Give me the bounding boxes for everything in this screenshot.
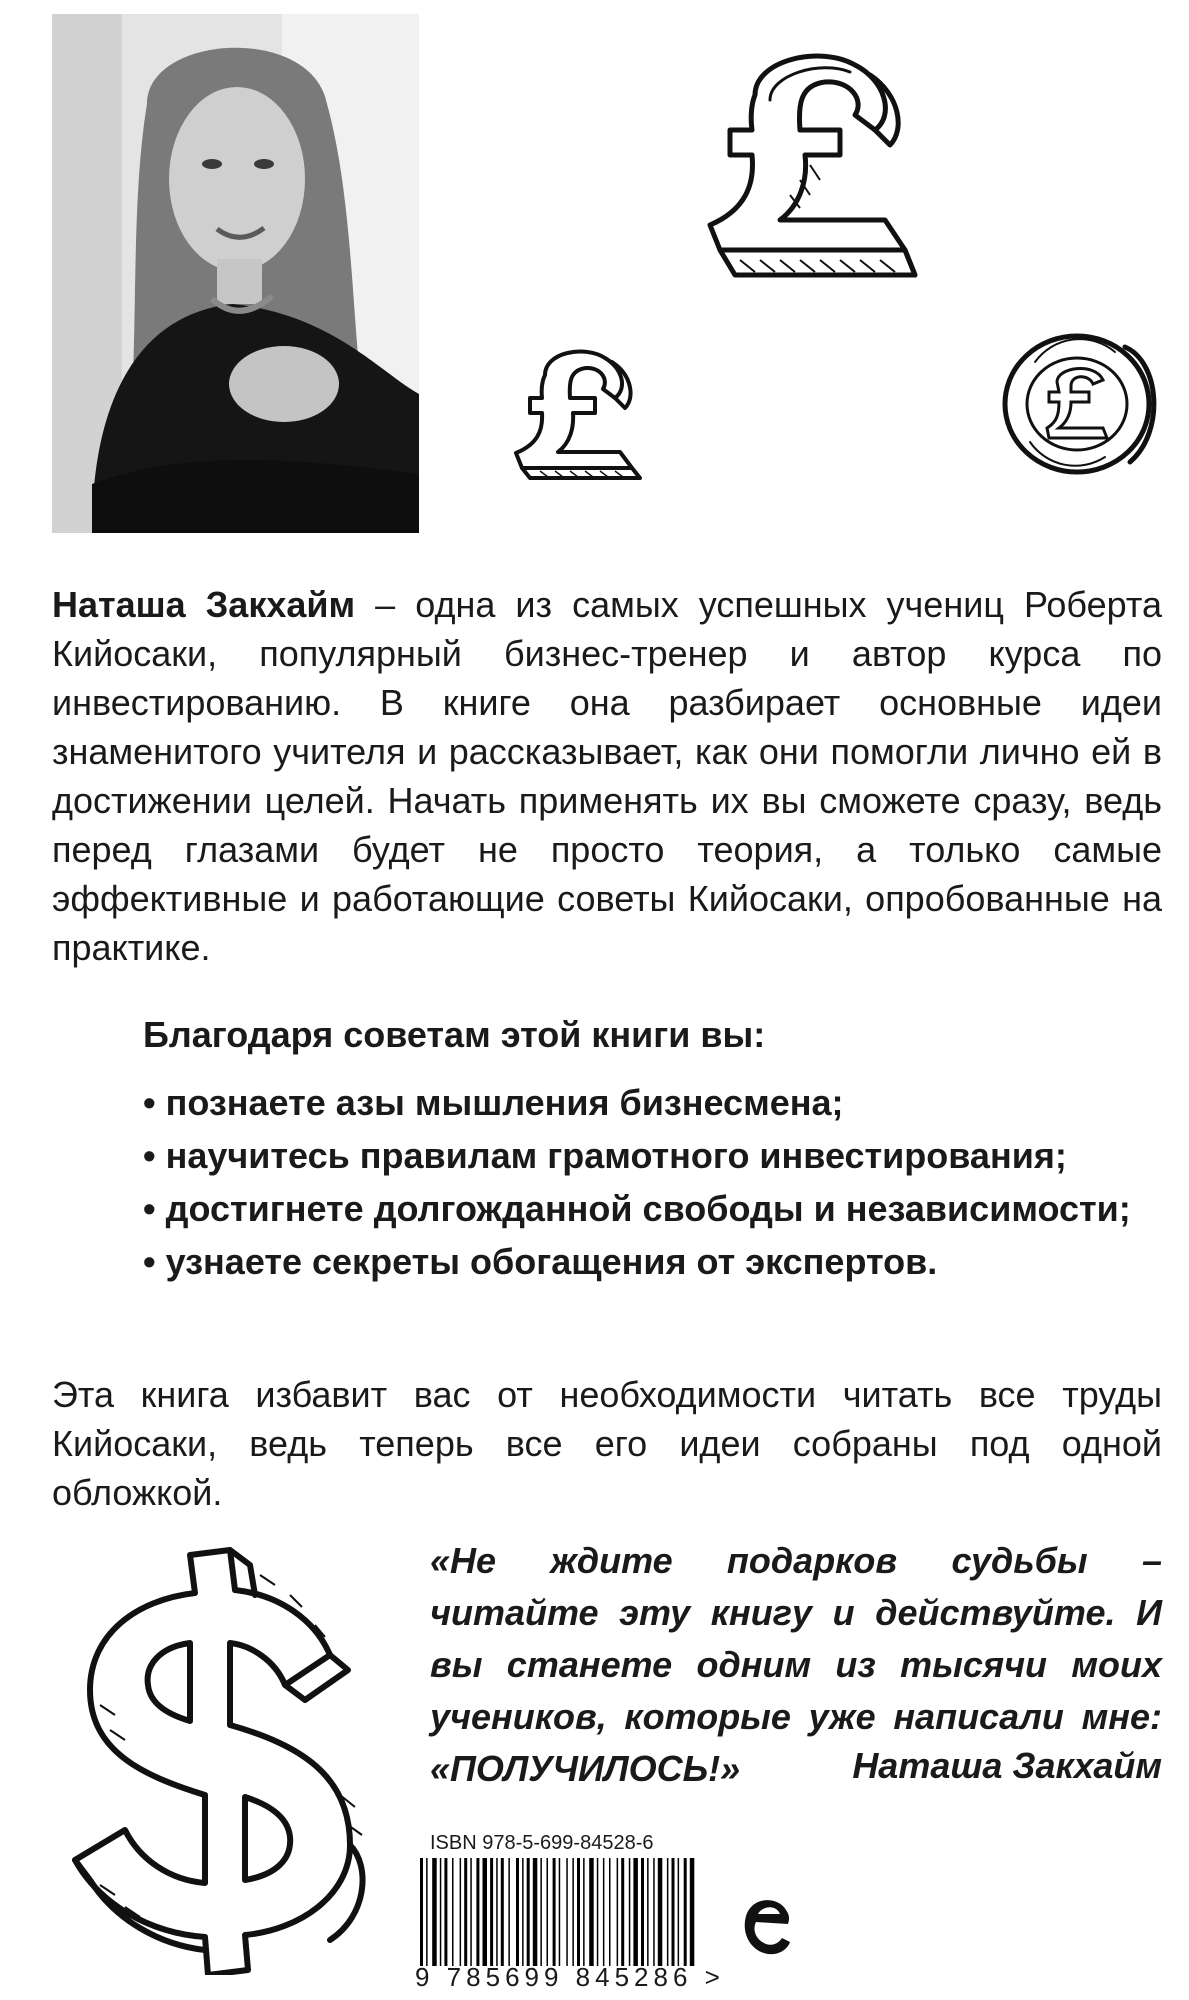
pound-icon <box>490 340 660 480</box>
author-quote: «Не ждите подарков судьбы – читайте эту книгу и действуйте. И вы станете одним из тысячи моих учеников, которые уже написали мне: «ПОЛУЧИЛОСЬ!» <box>430 1540 1162 1789</box>
pound-doodle-small <box>490 340 660 480</box>
isbn-label: ISBN 978-5-699-84528-6 <box>430 1832 654 1854</box>
quote-author: Наташа Закхайм <box>852 1745 1162 1786</box>
coin-icon <box>995 322 1165 482</box>
list-item: • достигнете долгожданной свободы и независимости; <box>143 1188 1131 1229</box>
dollar-icon <box>30 1535 380 1975</box>
pound-doodle-large <box>660 40 960 290</box>
coin-doodle <box>995 322 1165 482</box>
dollar-doodle <box>30 1535 380 1975</box>
author-name: Наташа Закхайм <box>52 584 356 625</box>
benefits-title: Благодаря советам этой книги вы: <box>143 1014 766 1055</box>
list-item: • научитесь правилам грамотного инвестирования; <box>143 1135 1067 1176</box>
benefits-list <box>143 1078 1163 1286</box>
author-portrait-icon <box>52 14 419 533</box>
barcode-digits: 9 785699 845286 > <box>415 1962 725 1992</box>
eksmo-logo-icon <box>738 1890 794 1962</box>
author-bio <box>52 580 1162 972</box>
publisher-logo <box>738 1890 794 1962</box>
author-bio-text: – одна из самых успешных учениц Роберта Кийосаки, популярный бизнес-тренер и автор курса по инвестированию. В книге она разбирает основные идеи знаменитого учителя и рассказывает, как они помогли лично ей в достижении целей. Начать применять их вы сможете сразу, ведь перед глазами будет не просто теория, а только самые эффективные и работающие советы Кийосаки, опробованные на практике. <box>52 584 1162 968</box>
list-item: • познаете азы мышления бизнесмена; <box>143 1082 844 1123</box>
author-photo <box>52 14 419 533</box>
barcode-icon <box>418 1858 728 1966</box>
pound-icon <box>660 40 960 290</box>
barcode <box>418 1858 728 1966</box>
list-item: • узнаете секреты обогащения от экспертов. <box>143 1241 938 1282</box>
closing-paragraph: Эта книга избавит вас от необходимости читать все труды Кийосаки, ведь теперь все его идеи собраны под одной обложкой. <box>52 1374 1162 1513</box>
